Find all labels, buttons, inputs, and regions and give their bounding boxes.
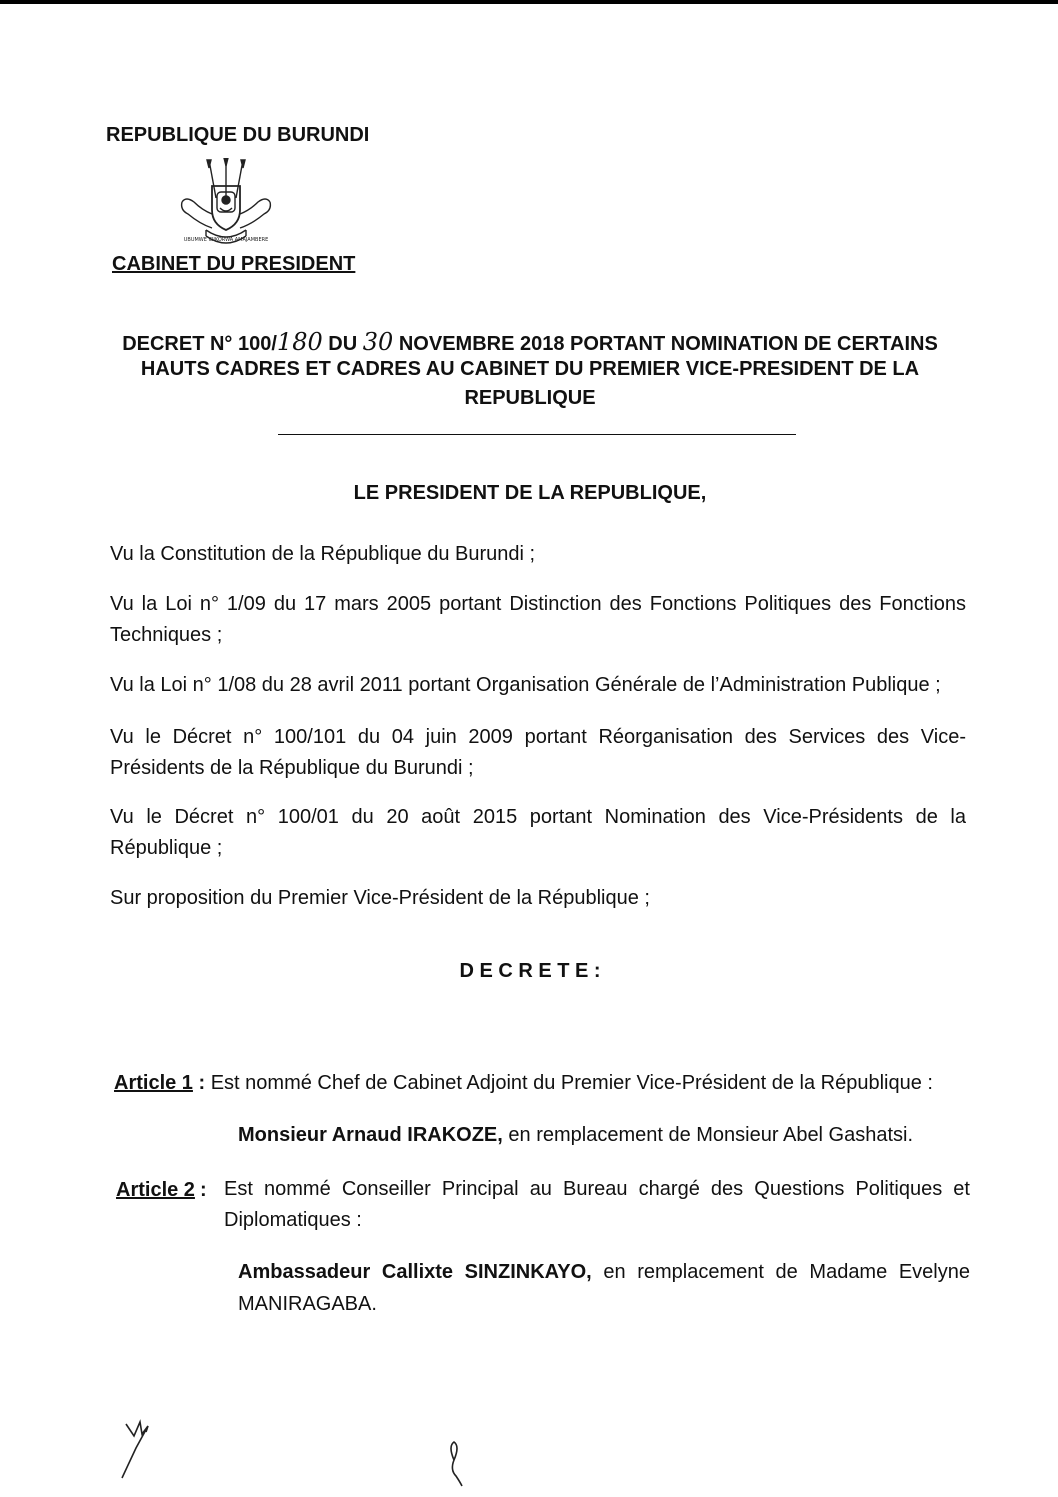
scan-top-edge bbox=[0, 0, 1058, 4]
article-1 bbox=[114, 1072, 933, 1095]
article-1-nominee bbox=[238, 1124, 913, 1147]
seal-text: UBUMWE IBIKORWA AMAJAMBERE bbox=[183, 237, 269, 243]
visa-proposition: Sur proposition du Premier Vice-Président de la République ; bbox=[110, 887, 650, 909]
article-1-text: Est nommé Chef de Cabinet Adjoint du Premier Vice-Président de la République : bbox=[210, 1072, 933, 1094]
handwritten-initials-center bbox=[440, 1440, 476, 1488]
decree-prefix: DECRET N° 100/ bbox=[122, 333, 277, 355]
article-2-text: Est nommé Conseiller Principal au Bureau chargé des Questions Politiques et Diplomatiques : bbox=[224, 1178, 970, 1231]
article-2-separator: : bbox=[200, 1179, 207, 1201]
visa-loi-1-09: Vu la Loi n° 1/09 du 17 mars 2005 portant Distinction des Fonctions Politiques des Fonctions Techniques ; bbox=[110, 593, 966, 646]
coat-of-arms-icon bbox=[176, 158, 276, 250]
article-1-separator: : bbox=[192, 1072, 211, 1094]
article-1-nominee-name: Monsieur Arnaud IRAKOZE, bbox=[238, 1124, 503, 1146]
authority-heading: LE PRESIDENT DE LA REPUBLIQUE, bbox=[353, 482, 707, 504]
decree-title-line-2: HAUTS CADRES ET CADRES AU CABINET DU PREMIER VICE-PRESIDENT DE LA bbox=[140, 358, 920, 380]
visa-loi-1-08: Vu la Loi n° 1/08 du 28 avril 2011 portant Organisation Générale de l’Administration Publique ; bbox=[110, 674, 941, 696]
handwritten-day: 30 bbox=[362, 328, 394, 356]
article-1-label: Article 1 bbox=[114, 1072, 193, 1094]
decrete-heading: D E C R E T E : bbox=[459, 960, 601, 982]
article-2-nominee bbox=[238, 1256, 970, 1320]
coat-of-arms-emblem bbox=[176, 158, 276, 250]
handwritten-initials-left bbox=[112, 1418, 184, 1480]
article-2-label: Article 2 bbox=[116, 1179, 195, 1201]
visa-constitution: Vu la Constitution de la République du Burundi ; bbox=[110, 543, 536, 565]
decree-title-line-3: REPUBLIQUE bbox=[464, 387, 596, 409]
office-heading: CABINET DU PRESIDENT bbox=[112, 253, 356, 275]
handwritten-decree-number: 180 bbox=[276, 328, 323, 356]
title-underline-rule bbox=[278, 434, 796, 435]
decree-title-line-1 bbox=[100, 328, 960, 356]
article-2-nominee-name: Ambassadeur Callixte SINZINKAYO, bbox=[238, 1261, 592, 1283]
visa-decret-100-101: Vu le Décret n° 100/101 du 04 juin 2009 portant Réorganisation des Services des Vice-Présidents de la République du Burundi ; bbox=[110, 726, 966, 779]
article-2-nominee-rest: en remplacement de Madame Evelyne MANIRAGABA. bbox=[238, 1261, 970, 1315]
decree-du: DU bbox=[328, 333, 358, 355]
decree-title-rest: NOVEMBRE 2018 PORTANT NOMINATION DE CERTAINS bbox=[398, 333, 938, 355]
article-1-nominee-rest: en remplacement de Monsieur Abel Gashatsi. bbox=[502, 1124, 914, 1146]
country-heading: REPUBLIQUE DU BURUNDI bbox=[106, 124, 370, 146]
visa-decret-100-01: Vu le Décret n° 100/01 du 20 août 2015 portant Nomination des Vice-Présidents de la République ; bbox=[110, 806, 966, 859]
